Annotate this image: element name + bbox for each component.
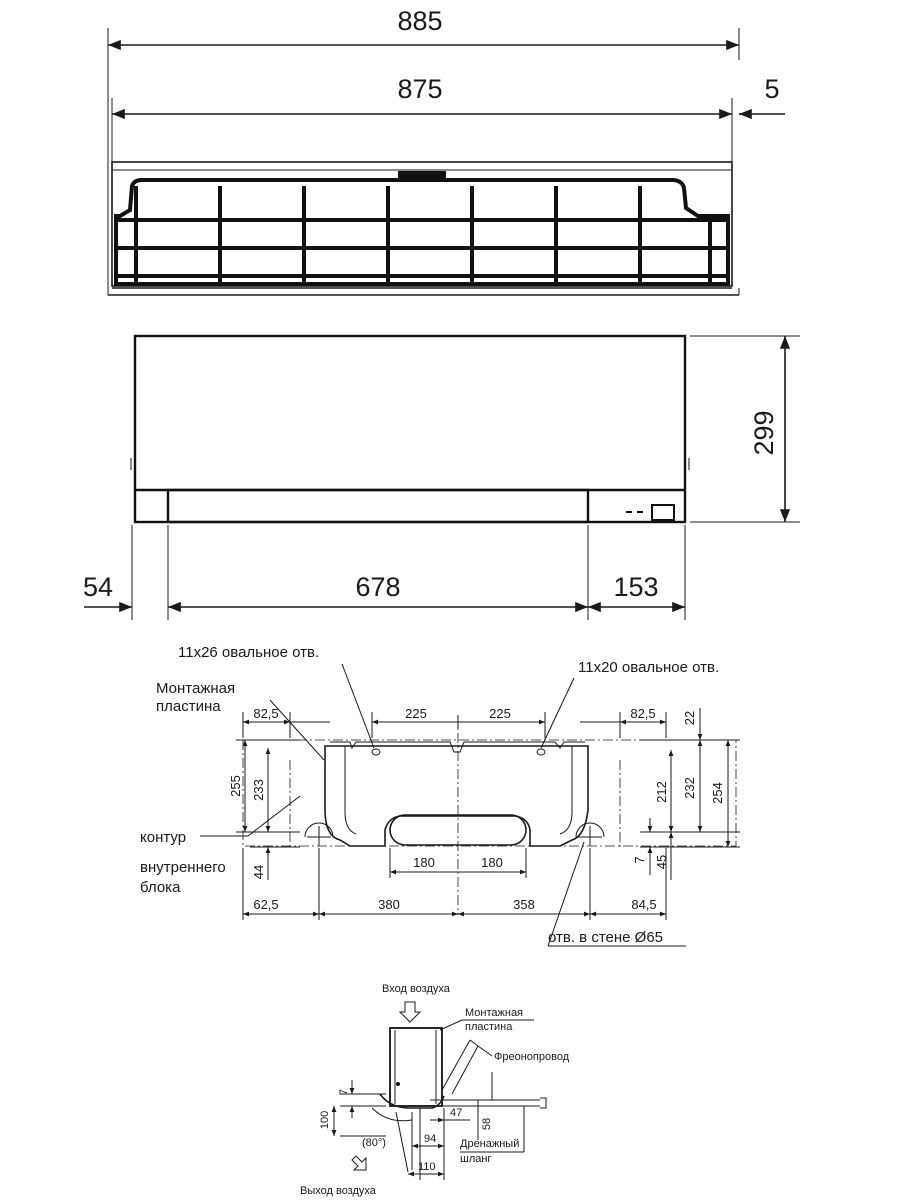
contour-label-line3: блока <box>140 879 181 896</box>
dim-top-mid-left: 225 <box>405 706 427 721</box>
dim-top-right: 82,5 <box>630 706 656 721</box>
dim-153-label: 153 <box>613 572 659 602</box>
dim-left-233: 233 <box>251 779 266 801</box>
front-view-body <box>135 336 685 522</box>
oval-hole-left <box>372 749 380 755</box>
dim-bot-62-5: 62,5 <box>253 897 279 912</box>
dim-bot-380: 380 <box>378 897 400 912</box>
contour-label-line1: контур <box>140 829 187 846</box>
front-view <box>83 336 800 620</box>
dim-left-255: 255 <box>228 775 243 797</box>
dim-bot-84-5: 84,5 <box>631 897 657 912</box>
dim-54-label: 54 <box>82 572 114 602</box>
side-dim-7: 7 <box>338 1088 350 1096</box>
side-dim-94: 94 <box>424 1133 437 1145</box>
dim-bot-358: 358 <box>513 897 535 912</box>
plate-outline <box>325 746 588 846</box>
plate-label-line1: Монтажная <box>156 680 236 697</box>
oval-hole-right <box>537 749 545 755</box>
side-dim-100: 100 <box>319 1110 331 1130</box>
side-dim-47: 47 <box>450 1107 463 1119</box>
air-out-label: Выход воздуха <box>300 1185 376 1197</box>
dim-bot-180-right: 180 <box>481 855 503 870</box>
dim-5-label: 5 <box>764 74 780 104</box>
dim-top-left: 82,5 <box>253 706 279 721</box>
display-icon <box>652 505 674 520</box>
dim-678-label: 678 <box>355 572 401 602</box>
air-in-label: Вход воздуха <box>382 983 450 995</box>
contour-label-line2: внутреннего <box>140 859 226 876</box>
dim-right-22: 22 <box>682 710 697 726</box>
dim-885-label: 885 <box>397 6 443 36</box>
wall-hole-label: отв. в стене Ø65 <box>548 929 664 946</box>
dim-right-7: 7 <box>632 856 647 864</box>
dim-right-232: 232 <box>682 777 697 799</box>
dim-right-212: 212 <box>654 781 669 803</box>
front-view-outlet <box>168 490 588 522</box>
refrigerant-label: Фреонопровод <box>494 1051 570 1063</box>
side-dim-110: 110 <box>418 1161 436 1173</box>
hole-label-right: 11x20 овальное отв. <box>578 659 720 676</box>
dim-left-44: 44 <box>251 864 266 880</box>
hole-label-left: 11x26 овальное отв. <box>178 644 320 661</box>
side-plate-line2: пластина <box>465 1021 513 1033</box>
dim-right-254: 254 <box>710 782 725 804</box>
dim-right-45: 45 <box>654 854 669 870</box>
drain-label-line2: шланг <box>460 1153 492 1165</box>
mounting-plate-drawing <box>140 644 740 946</box>
side-unit-body <box>390 1028 442 1106</box>
dim-bot-180-left: 180 <box>413 855 435 870</box>
side-view <box>300 983 570 1197</box>
dim-top-mid-right: 225 <box>489 706 511 721</box>
dim-299-label: 299 <box>749 410 779 456</box>
plate-label-line2: пластина <box>156 698 221 715</box>
side-dim-80: (80°) <box>362 1137 386 1149</box>
air-out-arrow-icon <box>352 1156 366 1170</box>
dim-875-label: 875 <box>397 74 443 104</box>
side-dim-58: 58 <box>481 1117 493 1131</box>
top-view <box>108 6 785 295</box>
air-in-arrow-icon <box>400 1002 420 1022</box>
top-view-grille <box>116 180 728 284</box>
side-plate-line1: Монтажная <box>465 1007 524 1019</box>
drain-label-line1: Дренажный <box>460 1138 520 1150</box>
